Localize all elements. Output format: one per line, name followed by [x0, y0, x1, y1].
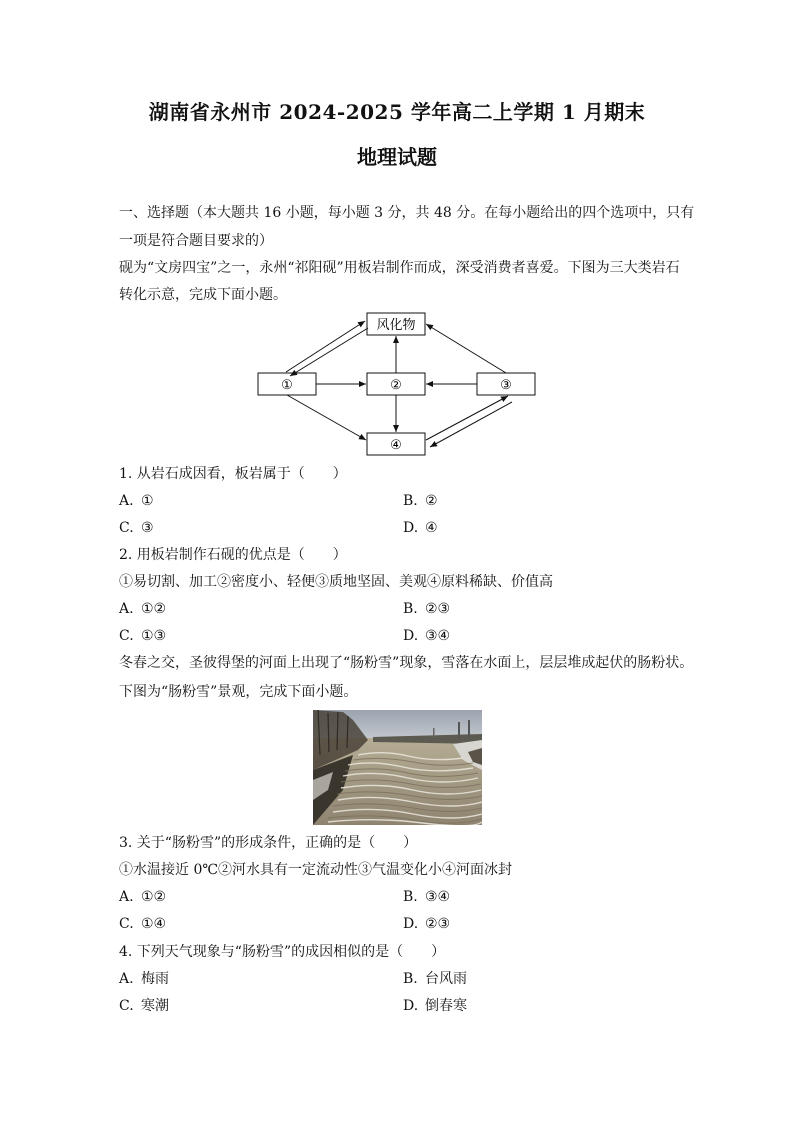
- option-letter: A.: [119, 493, 134, 509]
- option-letter: D.: [403, 520, 419, 536]
- q4-option-d[interactable]: [403, 996, 467, 1016]
- q4-option-b[interactable]: [403, 969, 467, 989]
- label-2: ②: [390, 378, 402, 393]
- passage2-line2: 下图为“肠粉雪”景观，完成下面小题。: [119, 684, 358, 700]
- option-letter: B.: [403, 971, 418, 987]
- option-text: ②③: [425, 916, 451, 932]
- option-letter: D.: [403, 998, 419, 1014]
- option-letter: C.: [119, 916, 134, 932]
- option-letter: B.: [403, 493, 418, 509]
- rock-cycle-diagram: [250, 308, 550, 464]
- arrow-3-to-4: [430, 402, 512, 447]
- option-text: 倒春寒: [425, 998, 467, 1014]
- option-letter: C.: [119, 628, 134, 644]
- arrow-1-to-weathered: [286, 321, 365, 372]
- option-letter: A.: [119, 889, 134, 905]
- q2-option-a[interactable]: [119, 599, 166, 619]
- q1-option-d[interactable]: [403, 518, 438, 538]
- option-text: ①②: [141, 601, 167, 617]
- question-2-statement: ①易切割、加工②密度小、轻便③质地坚固、美观④原料稀缺、价值高: [119, 574, 553, 590]
- river-slush-photo: [313, 710, 482, 825]
- q1-option-b[interactable]: [403, 491, 438, 511]
- q2-option-c[interactable]: [119, 626, 166, 646]
- option-text: 梅雨: [141, 971, 169, 987]
- q4-option-a[interactable]: [119, 969, 169, 989]
- label-4: ④: [390, 438, 402, 453]
- section-instructions-line1: 一、选择题（本大题共 16 小题，每小题 3 分，共 48 分。在每小题给出的四个选项中，只有: [119, 205, 695, 221]
- question-2-stem: 2. 用板岩制作石砚的优点是（ ）: [119, 547, 347, 563]
- label-3: ③: [500, 378, 512, 393]
- option-letter: B.: [403, 889, 418, 905]
- option-letter: A.: [119, 601, 134, 617]
- option-text: ①②: [141, 889, 167, 905]
- option-text: ③④: [425, 628, 451, 644]
- question-4-stem: 4. 下列天气现象与“肠粉雪”的成因相似的是（ ）: [119, 944, 446, 960]
- q3-option-c[interactable]: [119, 914, 166, 934]
- exam-title: 湖南省永州市 2024-2025 学年高二上学期 1 月期末: [148, 100, 646, 124]
- q3-option-d[interactable]: [403, 914, 450, 934]
- question-3-statement: ①水温接近 0℃②河水具有一定流动性③气温变化小④河面冰封: [119, 862, 513, 878]
- option-text: ②③: [425, 601, 451, 617]
- question-1-stem: 1. 从岩石成因看，板岩属于（ ）: [119, 466, 347, 482]
- option-text: ③: [141, 520, 154, 536]
- label-1: ①: [281, 378, 293, 393]
- arrow-weathered-to-1: [290, 328, 368, 376]
- section-instructions-line2: 一项是符合题目要求的）: [119, 233, 273, 249]
- q4-option-c[interactable]: [119, 996, 169, 1016]
- q2-option-d[interactable]: [403, 626, 450, 646]
- option-letter: D.: [403, 628, 419, 644]
- option-letter: C.: [119, 520, 134, 536]
- option-letter: C.: [119, 998, 134, 1014]
- q1-option-c[interactable]: [119, 518, 154, 538]
- exam-subject: 地理试题: [357, 145, 437, 169]
- q2-option-b[interactable]: [403, 599, 450, 619]
- option-text: ③④: [425, 889, 451, 905]
- arrow-3-to-weathered: [426, 324, 506, 373]
- option-letter: D.: [403, 916, 419, 932]
- option-text: ④: [425, 520, 438, 536]
- option-text: ①: [141, 493, 154, 509]
- passage1-line2: 转化示意，完成下面小题。: [119, 287, 287, 303]
- q1-option-a[interactable]: [119, 491, 154, 511]
- option-text: ①③: [141, 628, 167, 644]
- passage1-line1: 砚为“文房四宝”之一，永州“祁阳砚”用板岩制作而成，深受消费者喜爱。下图为三大类岩石: [119, 260, 680, 276]
- option-letter: A.: [119, 971, 134, 987]
- option-text: 台风雨: [425, 971, 467, 987]
- option-letter: B.: [403, 601, 418, 617]
- option-text: 寒潮: [141, 998, 169, 1014]
- passage2-line1: 冬春之交，圣彼得堡的河面上出现了“肠粉雪”现象，雪落在水面上，层层堆成起伏的肠粉状。: [119, 655, 694, 671]
- q3-option-b[interactable]: [403, 887, 450, 907]
- option-text: ①④: [141, 916, 167, 932]
- label-weathered-material: 风化物: [376, 318, 416, 333]
- option-text: ②: [425, 493, 438, 509]
- q3-option-a[interactable]: [119, 887, 166, 907]
- question-3-stem: 3. 关于“肠粉雪”的形成条件，正确的是（ ）: [119, 835, 418, 851]
- arrow-4-to-3: [426, 396, 508, 440]
- arrow-1-to-4: [287, 395, 366, 440]
